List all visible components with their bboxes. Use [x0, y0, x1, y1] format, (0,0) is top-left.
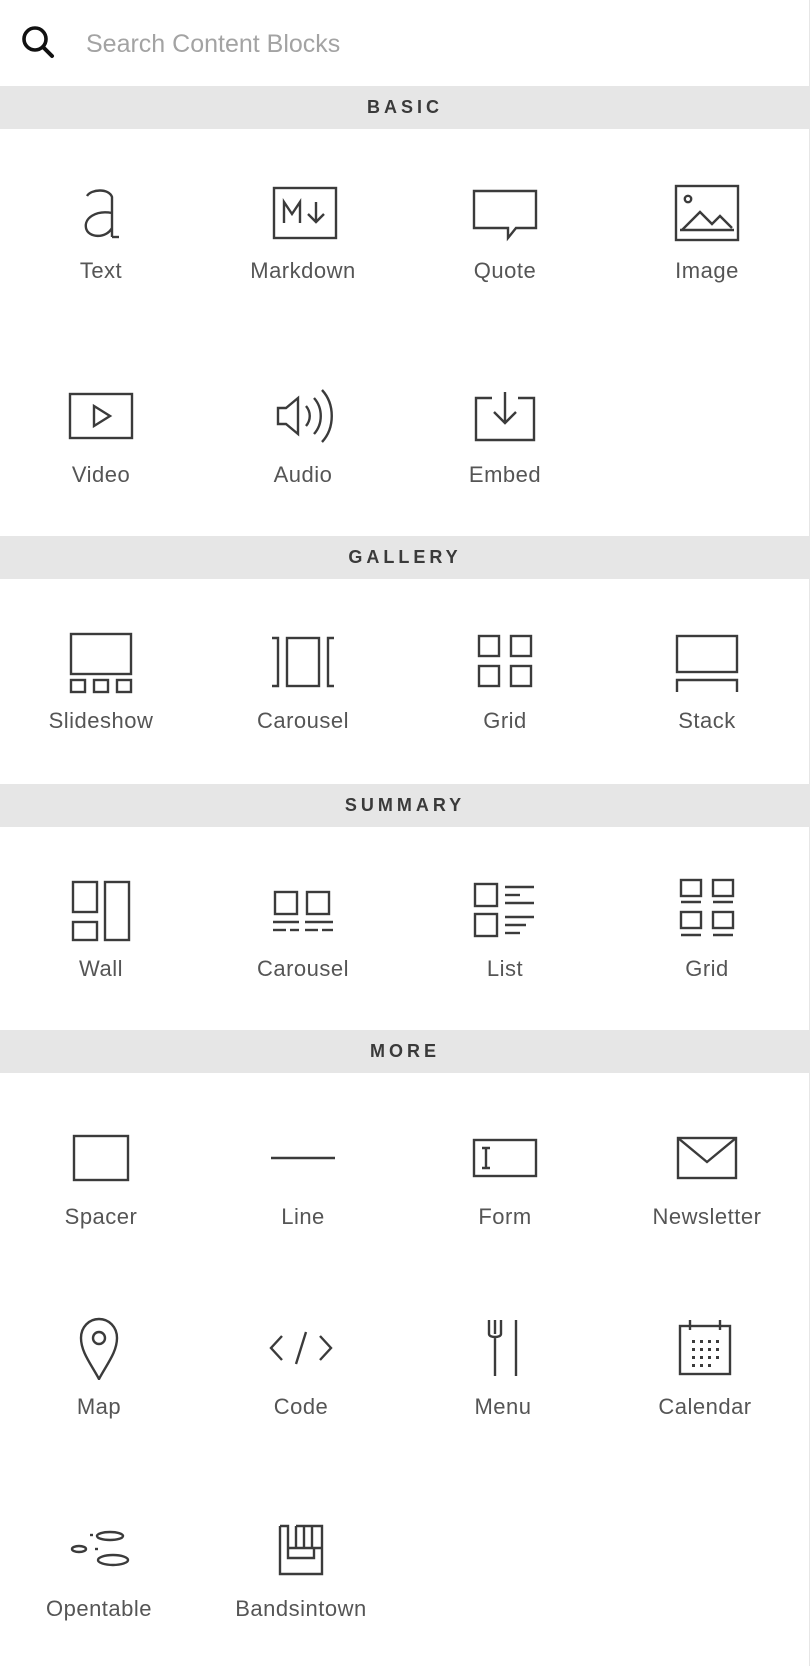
search-icon[interactable] [18, 22, 58, 62]
block-calendar[interactable] [604, 1316, 806, 1420]
block-newsletter[interactable] [606, 1126, 808, 1230]
block-label: Bandsintown [235, 1596, 367, 1621]
block-label: Newsletter [652, 1204, 762, 1229]
block-label: Wall [79, 956, 123, 981]
stack-icon [672, 630, 742, 694]
block-label: Image [675, 258, 739, 283]
block-summary-grid[interactable] [606, 878, 808, 982]
markdown-icon [268, 180, 338, 244]
embed-icon [470, 384, 540, 448]
block-opentable[interactable] [0, 1518, 200, 1622]
envelope-icon [672, 1126, 742, 1190]
bandsintown-icon [266, 1518, 336, 1582]
block-label: List [486, 956, 524, 981]
audio-icon [268, 384, 338, 448]
section-header-gallery: GALLERY [0, 536, 810, 579]
block-quote[interactable] [404, 180, 606, 284]
block-form[interactable] [404, 1126, 606, 1230]
block-wall[interactable] [0, 878, 202, 982]
block-gallery-carousel[interactable] [202, 630, 404, 734]
block-label: Calendar [658, 1394, 752, 1419]
line-icon [268, 1126, 338, 1190]
slideshow-icon [66, 630, 136, 694]
block-label: Embed [468, 462, 542, 487]
block-label: Markdown [250, 258, 356, 283]
block-embed[interactable] [404, 384, 606, 488]
text-icon [66, 180, 136, 244]
opentable-icon [64, 1518, 134, 1582]
search-input[interactable] [86, 24, 766, 64]
block-slideshow[interactable] [0, 630, 202, 734]
block-summary-carousel[interactable] [202, 878, 404, 982]
block-markdown[interactable] [202, 180, 404, 284]
image-icon [672, 180, 742, 244]
block-list[interactable] [404, 878, 606, 982]
fork-knife-icon [468, 1316, 538, 1380]
block-stack[interactable] [606, 630, 808, 734]
spacer-icon [66, 1126, 136, 1190]
block-label: Quote [473, 258, 537, 283]
section-header-more: MORE [0, 1030, 810, 1073]
block-label: Text [79, 258, 123, 283]
block-spacer[interactable] [0, 1126, 202, 1230]
block-label: Carousel [256, 956, 350, 981]
quote-icon [470, 180, 540, 244]
block-label: Menu [474, 1394, 532, 1419]
block-label: Opentable [45, 1596, 153, 1621]
carousel-icon [268, 630, 338, 694]
form-icon [470, 1126, 540, 1190]
block-label: Line [281, 1204, 325, 1229]
block-label: Audio [273, 462, 333, 487]
section-header-summary: SUMMARY [0, 784, 810, 827]
list-icon [470, 878, 540, 942]
block-label: Spacer [64, 1204, 138, 1229]
block-label: Stack [678, 708, 736, 733]
code-icon [266, 1316, 336, 1380]
block-map[interactable] [0, 1316, 200, 1420]
block-video[interactable] [0, 384, 202, 488]
block-label: Slideshow [48, 708, 154, 733]
block-text[interactable] [0, 180, 202, 284]
video-icon [66, 384, 136, 448]
block-image[interactable] [606, 180, 808, 284]
block-label: Code [273, 1394, 329, 1419]
summary-grid-icon [672, 878, 742, 942]
block-label: Grid [685, 956, 729, 981]
block-bandsintown[interactable] [200, 1518, 402, 1622]
map-pin-icon [64, 1316, 134, 1380]
block-line[interactable] [202, 1126, 404, 1230]
block-label: Video [71, 462, 131, 487]
block-menu[interactable] [402, 1316, 604, 1420]
block-label: Carousel [256, 708, 350, 733]
block-gallery-grid[interactable] [404, 630, 606, 734]
calendar-icon [670, 1316, 740, 1380]
block-code[interactable] [200, 1316, 402, 1420]
summary-carousel-icon [268, 878, 338, 942]
grid-icon [470, 630, 540, 694]
block-audio[interactable] [202, 384, 404, 488]
wall-icon [66, 878, 136, 942]
block-label: Form [478, 1204, 532, 1229]
search-bar [0, 0, 810, 86]
section-header-basic: BASIC [0, 86, 810, 129]
block-label: Map [76, 1394, 122, 1419]
block-label: Grid [483, 708, 527, 733]
